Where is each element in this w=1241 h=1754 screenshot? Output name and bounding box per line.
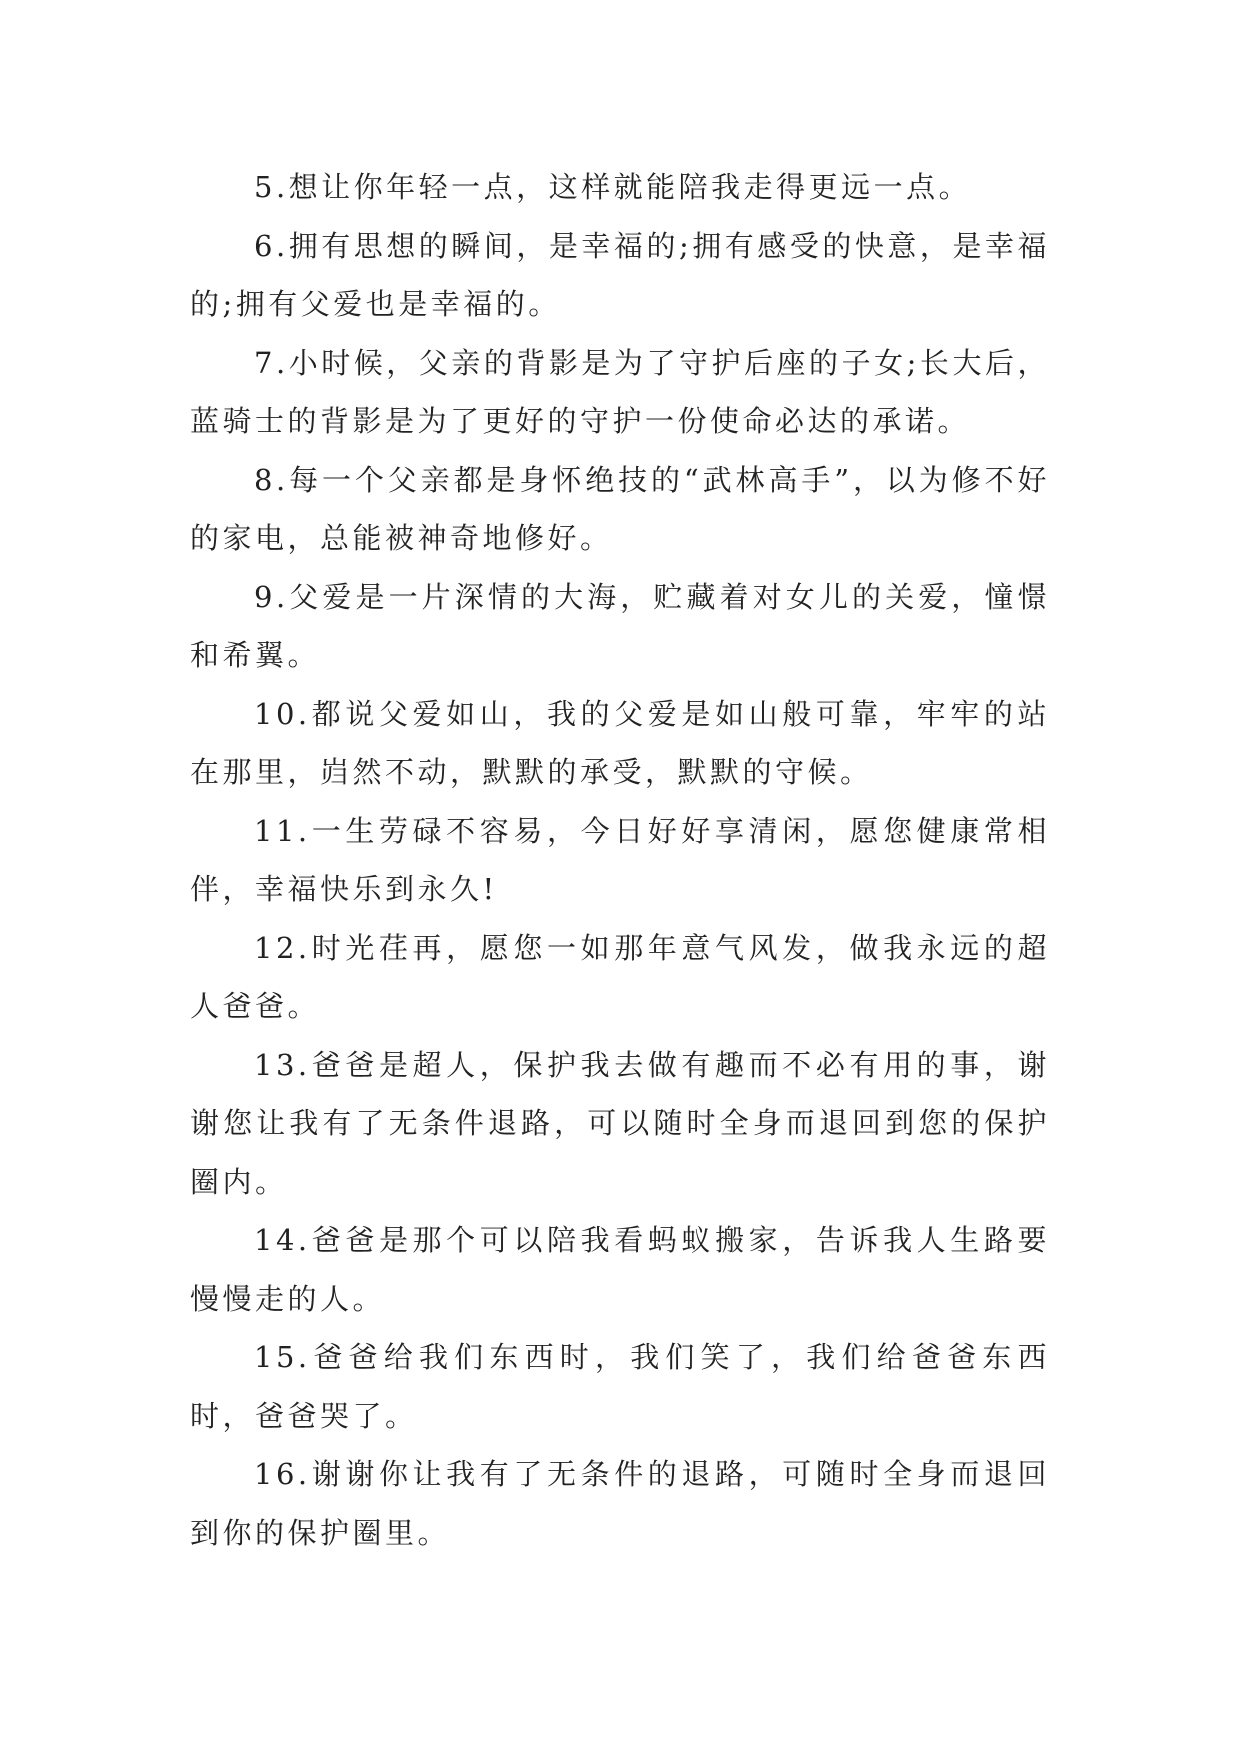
paragraph-5: 5.想让你年轻一点，这样就能陪我走得更远一点。 [254, 170, 972, 204]
paragraph-16: 16.谢谢你让我有了无条件的退路，可随时全身而退回到你的保护圈里。 [190, 1457, 1050, 1550]
paragraph-10: 10.都说父爱如山，我的父爱是如山般可靠，牢牢的站在那里，岿然不动，默默的承受，默默的守候。 [190, 696, 1050, 789]
document-body [190, 158, 1050, 1562]
paragraph-11: 11.一生劳碌不容易，今日好好享清闲，愿您健康常相伴，幸福快乐到永久! [190, 813, 1050, 906]
paragraph-9: 9.父爱是一片深情的大海，贮藏着对女儿的关爱，憧憬和希翼。 [190, 579, 1050, 672]
paragraph-12: 12.时光荏再，愿您一如那年意气风发，做我永远的超人爸爸。 [190, 930, 1050, 1023]
paragraph-15: 15.爸爸给我们东西时，我们笑了，我们给爸爸东西时，爸爸哭了。 [190, 1340, 1050, 1433]
paragraph-6: 6.拥有思想的瞬间，是幸福的;拥有感受的快意，是幸福的;拥有父爱也是幸福的。 [190, 228, 1050, 321]
paragraph-7: 7.小时候，父亲的背影是为了守护后座的子女;长大后，蓝骑士的背影是为了更好的守护一份使命必达的承诺。 [190, 345, 1050, 438]
paragraph-8: 8.每一个父亲都是身怀绝技的“武林高手”，以为修不好的家电，总能被神奇地修好。 [190, 462, 1050, 555]
paragraph-14: 14.爸爸是那个可以陪我看蚂蚁搬家，告诉我人生路要慢慢走的人。 [190, 1223, 1050, 1316]
paragraph-13: 13.爸爸是超人，保护我去做有趣而不必有用的事，谢谢您让我有了无条件退路，可以随时全身而退回到您的保护圈内。 [190, 1047, 1050, 1199]
